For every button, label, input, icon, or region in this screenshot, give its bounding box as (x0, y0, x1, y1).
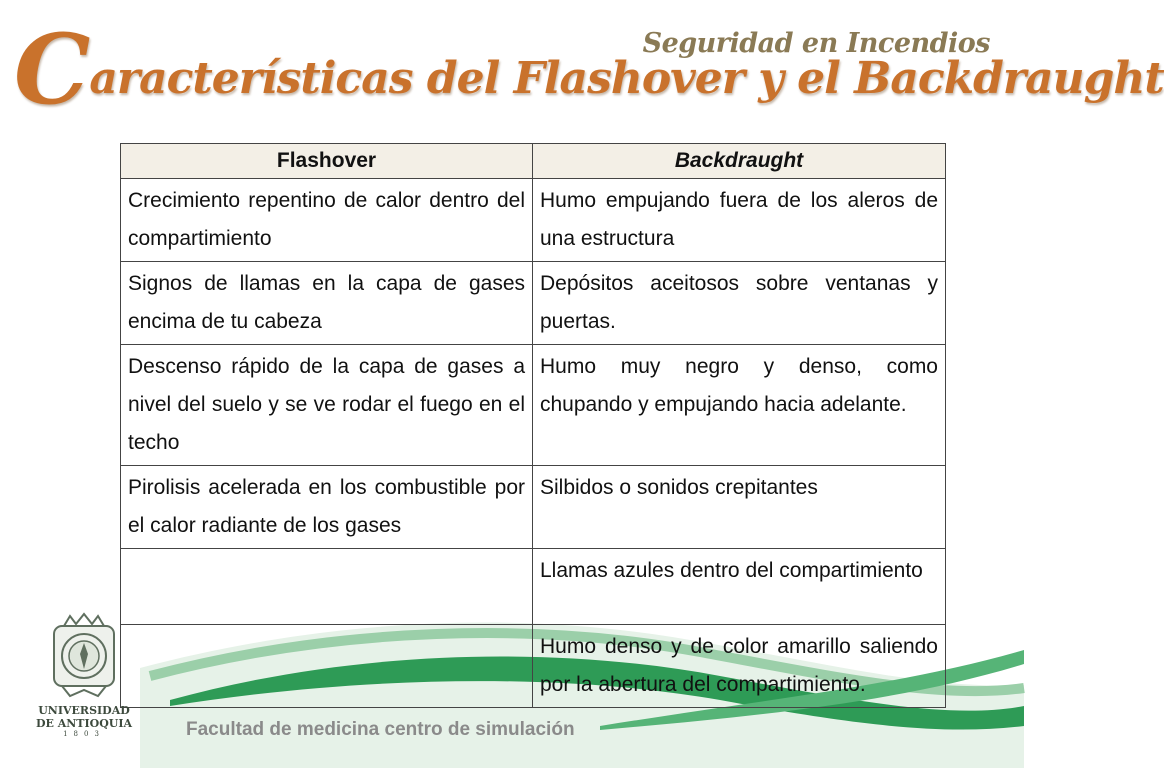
backdraught-cell: Humo empujando fuera de los aleros de una estructura (533, 179, 946, 262)
flashover-cell: Crecimiento repentino de calor dentro del compartimiento (121, 179, 533, 262)
university-crest-icon (48, 612, 120, 700)
flashover-cell: Signos de llamas en la capa de gases encima de tu cabeza (121, 262, 533, 345)
backdraught-cell: Silbidos o sonidos crepitantes (533, 466, 946, 549)
footer-faculty-text: Facultad de medicina centro de simulación (186, 719, 575, 740)
backdraught-cell: Depósitos aceitosos sobre ventanas y puertas. (533, 262, 946, 345)
table-row (121, 466, 946, 549)
title-text: aracterísticas del Flashover y el Backdraught (89, 53, 1164, 104)
section-subtitle: Seguridad en Incendios (642, 28, 990, 59)
backdraught-cell: Humo muy negro y denso, como chupando y empujando hacia adelante. (533, 345, 946, 466)
flashover-cell: Descenso rápido de la capa de gases a nivel del suelo y se ve rodar el fuego en el techo (121, 345, 533, 466)
university-name-line1: UNIVERSIDAD (38, 704, 130, 717)
flashover-cell-empty (121, 549, 533, 625)
table-row (121, 262, 946, 345)
header-backdraught: Backdraught (533, 144, 946, 179)
flashover-cell: Pirolisis acelerada en los combustible por el calor radiante de los gases (121, 466, 533, 549)
slide-title (14, 13, 1164, 126)
university-name-line2: DE ANTIOQUIA (35, 717, 133, 730)
backdraught-cell: Humo denso y de color amarillo saliendo por la abertura del compartimiento. (533, 625, 946, 708)
flashover-cell-empty (121, 625, 533, 708)
backdraught-cell: Llamas azules dentro del compartimiento (533, 549, 946, 625)
university-logo (30, 612, 138, 738)
table-row (121, 549, 946, 625)
header-flashover: Flashover (121, 144, 533, 179)
table-row (121, 179, 946, 262)
table-row (121, 345, 946, 466)
university-founding-year: 1803 (63, 730, 105, 738)
comparison-table (120, 143, 946, 708)
table-row (121, 625, 946, 708)
table-header-row (121, 144, 946, 179)
title-initial-letter: C (14, 13, 90, 126)
